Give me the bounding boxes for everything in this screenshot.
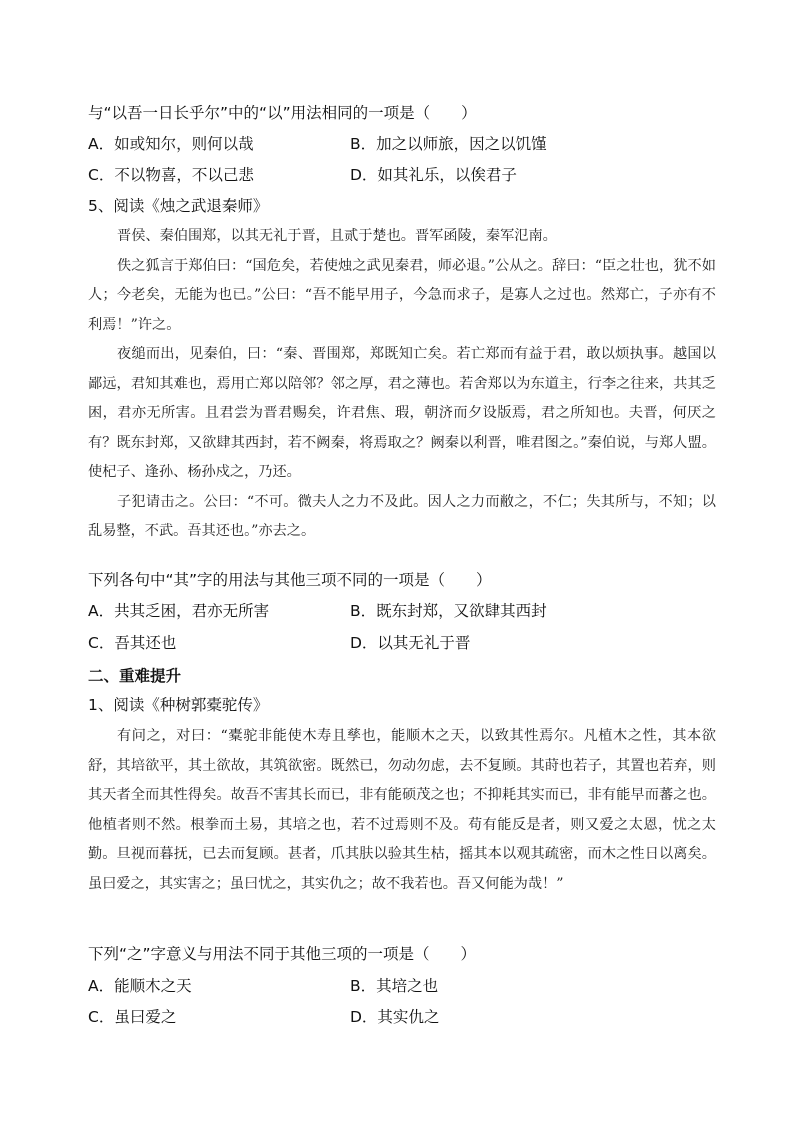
q5-stem: 下列各句中“其”字的用法与其他三项不同的一项是（ ） [88, 571, 492, 589]
s2q1-option-b: B．其培之也 [350, 977, 439, 995]
section-heading: 二、重难提升 [88, 667, 182, 685]
s2q1-stem: 下列“之”字意义与用法不同于其他三项的一项是（ ） [88, 945, 477, 963]
q5-option-c: C．吾其还也 [88, 634, 177, 652]
q5-passage-paragraph: 子犯请击之。公曰：“不可。微夫人之力不及此。因人之力而敝之，不仁；失其所与，不知；以乱易整，不武。吾其还也。”亦去之。 [88, 493, 716, 539]
q5-passage-paragraph: 佚之狐言于郑伯曰：“国危矣，若使烛之武见秦君，师必退。”公从之。辞曰：“臣之壮也，犹不如人；今老矣，无能为也已。”公曰：“吾不能早用子，今急而求子，是寡人之过也。然郑亡，子亦有不利焉！”许之。 [88, 257, 716, 333]
q5-option-d: D．以其无礼于晋 [350, 634, 471, 652]
q5-passage-paragraph: 夜缒而出，见秦伯，曰：“秦、晋围郑，郑既知亡矣。若亡郑而有益于君，敢以烦执事。越国以鄙远，君知其难也，焉用亡郑以陪邻？邻之厚，君之薄也。若舍郑以为东道主，行李之往来，共其乏困，君亦无所害。且君尝为晋君赐矣，许君焦、瑕，朝济而夕设版焉，君之所知也。夫晋，何厌之有？既东封郑，又欲肆其西封，若不阙秦，将焉取之？阙秦以利晋，唯君图之。”秦伯说，与郑人盟。使杞子、逢孙、杨孙戍之，乃还。 [88, 346, 716, 480]
s2q1-heading: 1、阅读《种树郭橐驼传》 [88, 696, 269, 714]
q5-passage-paragraph: 晋侯、秦伯围郑，以其无礼于晋，且贰于楚也。晋军函陵，秦军氾南。 [117, 228, 557, 244]
q4-option-b: B．加之以师旅，因之以饥馑 [350, 135, 547, 153]
q5-passage [88, 222, 716, 547]
s2q1-passage [88, 722, 716, 899]
q4-option-a: A．如或知尔，则何以哉 [88, 135, 254, 153]
q5-option-a: A．共其乏困，君亦无所害 [88, 602, 270, 620]
q5-option-b: B．既东封郑，又欲肆其西封 [350, 602, 547, 620]
s2q1-passage-paragraph: 有问之，对曰：“橐驼非能使木寿且孳也，能顺木之天，以致其性焉尔。凡植木之性，其本欲舒，其培欲平，其土欲故，其筑欲密。既然已，勿动勿虑，去不复顾。其莳也若子，其置也若弃，则其天者全而其性得矣。故吾不害其长而已，非有能硕茂之也；不抑耗其实而已，非有能早而蕃之也。他植者则不然。根拳而土易，其培之也，若不过焉则不及。苟有能反是者，则又爱之太恩，忧之太勤。旦视而暮抚，已去而复顾。甚者，爪其肤以验其生枯，摇其本以观其疏密，而木之性日以离矣。虽曰爱之，其实害之；虽曰忧之，其实仇之；故不我若也。吾又何能为哉！” [88, 728, 716, 892]
q4-option-d: D．如其礼乐，以俟君子 [350, 166, 517, 184]
q4-stem: 与“以吾一日长乎尔”中的“以”用法相同的一项是（ ） [88, 104, 477, 122]
s2q1-option-c: C．虽曰爱之 [88, 1008, 177, 1026]
s2q1-option-a: A．能顺木之天 [88, 977, 192, 995]
s2q1-option-d: D．其实仇之 [350, 1008, 440, 1026]
q5-heading: 5、阅读《烛之武退秦师》 [88, 197, 269, 215]
q4-option-c: C．不以物喜，不以己悲 [88, 166, 254, 184]
